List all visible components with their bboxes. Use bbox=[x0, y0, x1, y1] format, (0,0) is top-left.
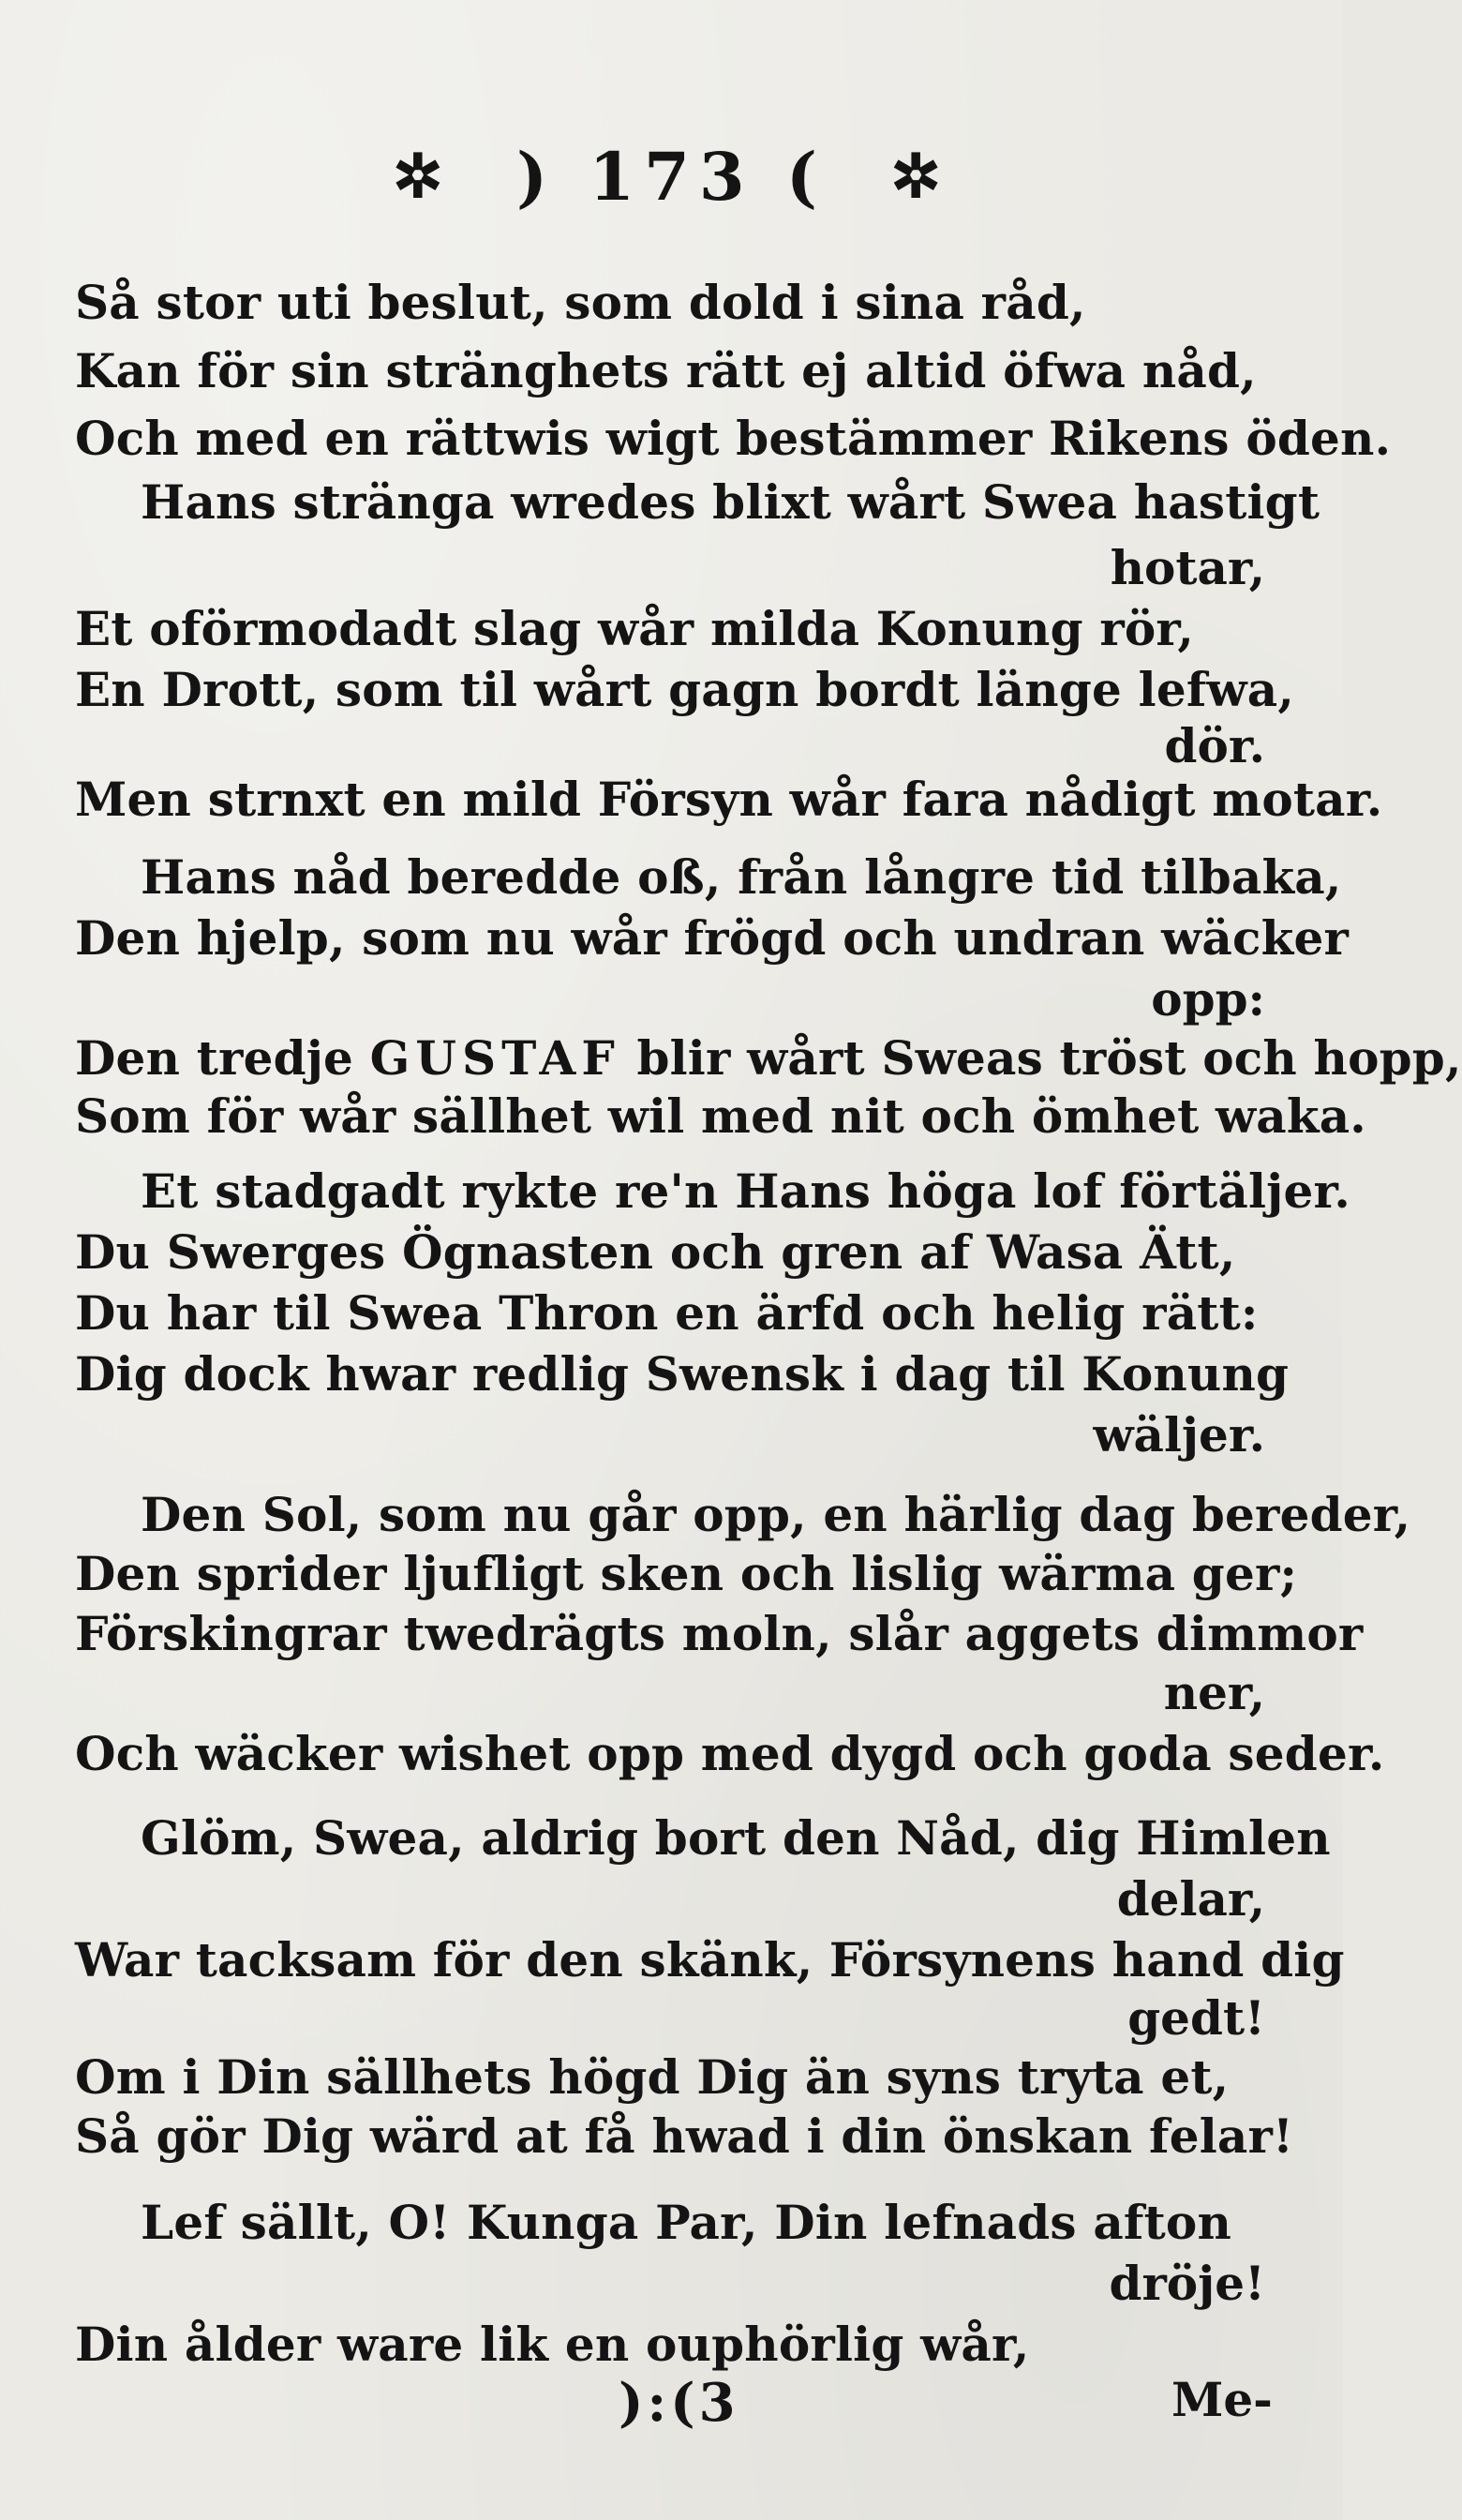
verse-line: Kan för sin stränghets rätt ej altid öfwa nåd, bbox=[75, 343, 1257, 398]
verse-line: Och wäcker wishet opp med dygd och goda seder. bbox=[75, 1726, 1385, 1781]
ornament-right-icon: ✲ bbox=[890, 141, 951, 212]
verse-line: Et oförmodadt slag wår milda Konung rör, bbox=[75, 601, 1194, 656]
verse-line: Förskingrar twedrägts moln, slår aggets dimmor bbox=[75, 1606, 1364, 1661]
verse-line: Så stor uti beslut, som dold i sina råd, bbox=[75, 275, 1086, 330]
verse-line: Om i Din sällhets högd Dig än syns tryta et, bbox=[75, 2049, 1230, 2105]
verse-line: Dig dock hwar redlig Swensk i dag til Konung bbox=[75, 1346, 1290, 1402]
verse-text: Den tredje bbox=[75, 1030, 370, 1086]
verse-line: Din ålder ware lik en ouphörlig wår, bbox=[75, 2317, 1030, 2372]
page-number: ) 173 ( bbox=[515, 137, 828, 216]
verse-line-continuation: ner, bbox=[1163, 1665, 1265, 1720]
verse-line: Den Sol, som nu går opp, en härlig dag bereder, bbox=[141, 1487, 1411, 1542]
catchword: Me- bbox=[1171, 2372, 1273, 2427]
ornament-left-icon: ✲ bbox=[392, 141, 453, 212]
verse-line: Den hjelp, som nu wår frögd och undran wäcker bbox=[75, 910, 1349, 966]
verse-line: En Drott, som til wårt gagn bordt länge lefwa, bbox=[75, 662, 1294, 717]
verse-line-continuation: dröje! bbox=[1109, 2256, 1265, 2311]
signature-mark: ):(3 bbox=[619, 2372, 739, 2434]
verse-line: War tacksam för den skänk, Försynens hand dig bbox=[75, 1932, 1345, 1988]
verse-line: Så gör Dig wärd at få hwad i din önskan felar! bbox=[75, 2108, 1294, 2164]
name-gustaf: GUSTAF bbox=[369, 1030, 620, 1086]
verse-line bbox=[75, 1029, 1462, 1088]
verse-line: Lef sällt, O! Kunga Par, Din lefnads afton bbox=[141, 2195, 1232, 2250]
page-header bbox=[0, 131, 1343, 216]
verse-line-continuation: opp: bbox=[1151, 971, 1265, 1027]
verse-line: Du har til Swea Thron en ärfd och helig rätt: bbox=[75, 1285, 1259, 1341]
verse-line: Glöm, Swea, aldrig bort den Nåd, dig Himlen bbox=[141, 1810, 1331, 1866]
verse-line: Som för wår sällhet wil med nit och ömhet waka. bbox=[75, 1088, 1366, 1144]
verse-line: Du Swerges Ögnasten och gren af Wasa Ätt, bbox=[75, 1224, 1236, 1280]
verse-line-continuation: dör. bbox=[1164, 718, 1265, 773]
verse-line: Men strnxt en mild Försyn wår fara nådigt motar. bbox=[75, 772, 1383, 827]
verse-line-continuation: hotar, bbox=[1110, 540, 1265, 595]
verse-line: Hans nåd beredde oß, från långre tid tilbaka, bbox=[141, 849, 1342, 905]
verse-line: Hans stränga wredes blixt wårt Swea hastigt bbox=[141, 474, 1320, 530]
verse-line: Och med en rättwis wigt bestämmer Rikens öden. bbox=[75, 411, 1392, 466]
verse-line-continuation: wäljer. bbox=[1093, 1407, 1265, 1462]
verse-line-continuation: delar, bbox=[1116, 1871, 1265, 1927]
verse-line: Den sprider ljufligt sken och lislig wärma ger; bbox=[75, 1546, 1298, 1601]
verse-line: Et stadgadt rykte re'n Hans höga lof förtäljer. bbox=[141, 1163, 1351, 1219]
verse-line-continuation: gedt! bbox=[1127, 1990, 1265, 2046]
verse-text: blir wårt Sweas tröst och hopp, bbox=[619, 1030, 1462, 1086]
